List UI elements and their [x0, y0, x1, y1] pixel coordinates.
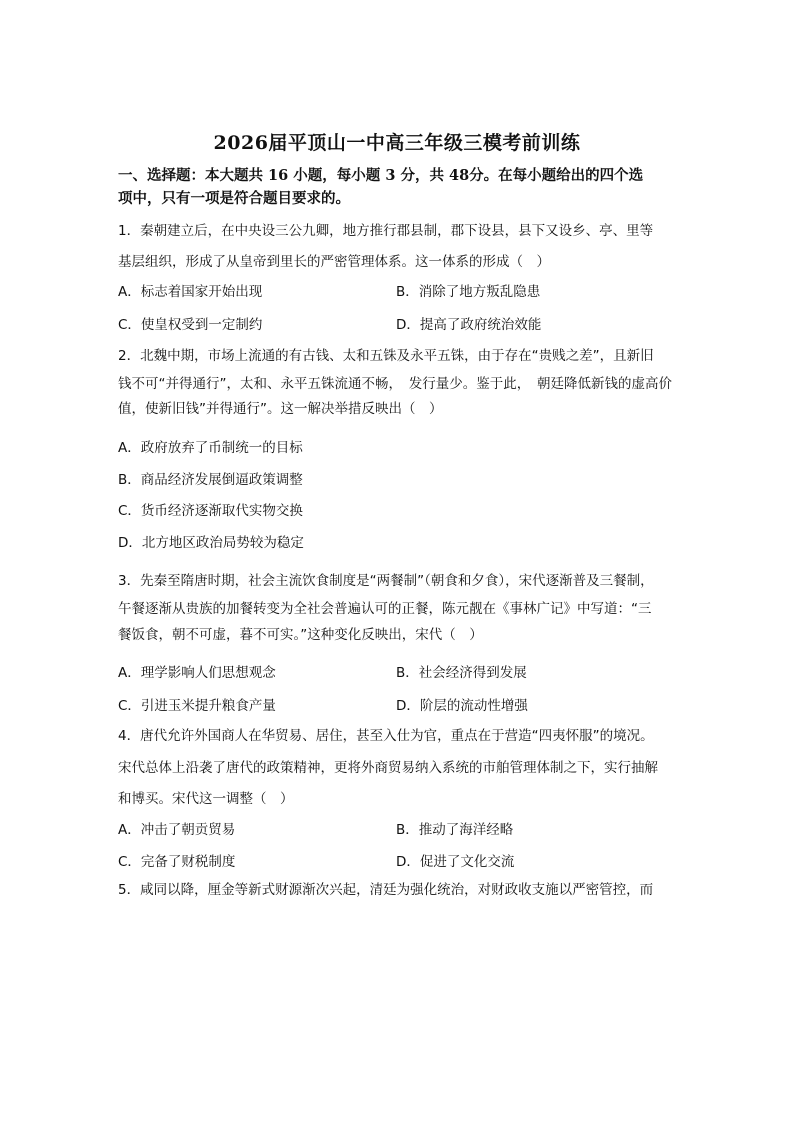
question-3-text: 3．先秦至隋唐时期，社会主流饮食制度是“两餐制”（朝食和夕食），宋代逐渐普及三餐制， — [118, 573, 654, 589]
question-1-option-d: D．提高了政府统治效能 — [396, 317, 542, 333]
question-2-option-a: A．政府放弃了币制统一的目标 — [118, 440, 303, 456]
question-4-option-c: C．完备了财税制度 — [118, 854, 236, 870]
question-2-text: 值，使新旧钱”并得通行”。这一解决举措反映出（ ） — [118, 401, 443, 417]
question-4-text: 4．唐代允许外国商人在华贸易、居住，甚至入仕为官，重点在于营造“四夷怀服”的境况。 — [118, 728, 654, 744]
question-4-option-a: A．冲击了朝贡贸易 — [118, 822, 236, 838]
section-heading-line: 项中，只有一项是符合题目要求的。 — [118, 190, 350, 207]
question-3-text: 午餐逐渐从贵族的加餐转变为全社会普遍认可的正餐，陈元靓在《事林广记》中写道：“三 — [118, 601, 652, 617]
page-title: 2026届平顶山一中高三年级三模考前训练 — [213, 132, 581, 154]
question-1-option-a: A．标志着国家开始出现 — [118, 284, 263, 300]
question-4-option-b: B．推动了海洋经略 — [396, 822, 514, 838]
question-4-text: 和博买。宋代这一调整（ ） — [118, 791, 294, 807]
question-2-text: 钱不可“并得通行”，太和、永平五铢流通不畅， 发行量少。鉴于此， 朝廷降低新钱的虚高价 — [118, 376, 672, 392]
question-4-text: 宋代总体上沿袭了唐代的政策精神，更将外商贸易纳入系统的市舶管理体制之下，实行抽解 — [118, 760, 658, 776]
question-3-option-a: A．理学影响人们思想观念 — [118, 665, 276, 681]
question-2-option-c: C．货币经济逐渐取代实物交换 — [118, 503, 303, 519]
question-3-option-d: D．阶层的流动性增强 — [396, 698, 528, 714]
question-1-text: 基层组织，形成了从皇帝到里长的严密管理体系。这一体系的形成（ ） — [118, 254, 550, 270]
question-3-option-b: B．社会经济得到发展 — [396, 665, 527, 681]
question-3-option-c: C．引进玉米提升粮食产量 — [118, 698, 276, 714]
question-2-option-d: D．北方地区政治局势较为稳定 — [118, 535, 304, 551]
question-3-text: 餐饭食，朝不可虚，暮不可实。”这种变化反映出，宋代（ ） — [118, 627, 483, 643]
section-heading — [118, 164, 688, 210]
question-1-text: 1．秦朝建立后，在中央设三公九卿，地方推行郡县制，郡下设县，县下又设乡、亭、里等 — [118, 223, 654, 239]
section-heading-line: 一、选择题：本大题共 16 小题，每小题 3 分，共 48分。在每小题给出的四个选 — [118, 167, 644, 184]
question-4-option-d: D．促进了文化交流 — [396, 854, 515, 870]
question-5-text: 5．咸同以降，厘金等新式财源渐次兴起，清廷为强化统治，对财政收支施以严密管控，而 — [118, 882, 654, 898]
question-2-option-b: B．商品经济发展倒逼政策调整 — [118, 472, 303, 488]
question-2-text: 2．北魏中期，市场上流通的有古钱、太和五铢及永平五铢，由于存在“贵贱之差”，且新旧 — [118, 348, 654, 364]
question-1-option-c: C．使皇权受到一定制约 — [118, 317, 263, 333]
question-1-option-b: B．消除了地方叛乱隐患 — [396, 284, 541, 300]
